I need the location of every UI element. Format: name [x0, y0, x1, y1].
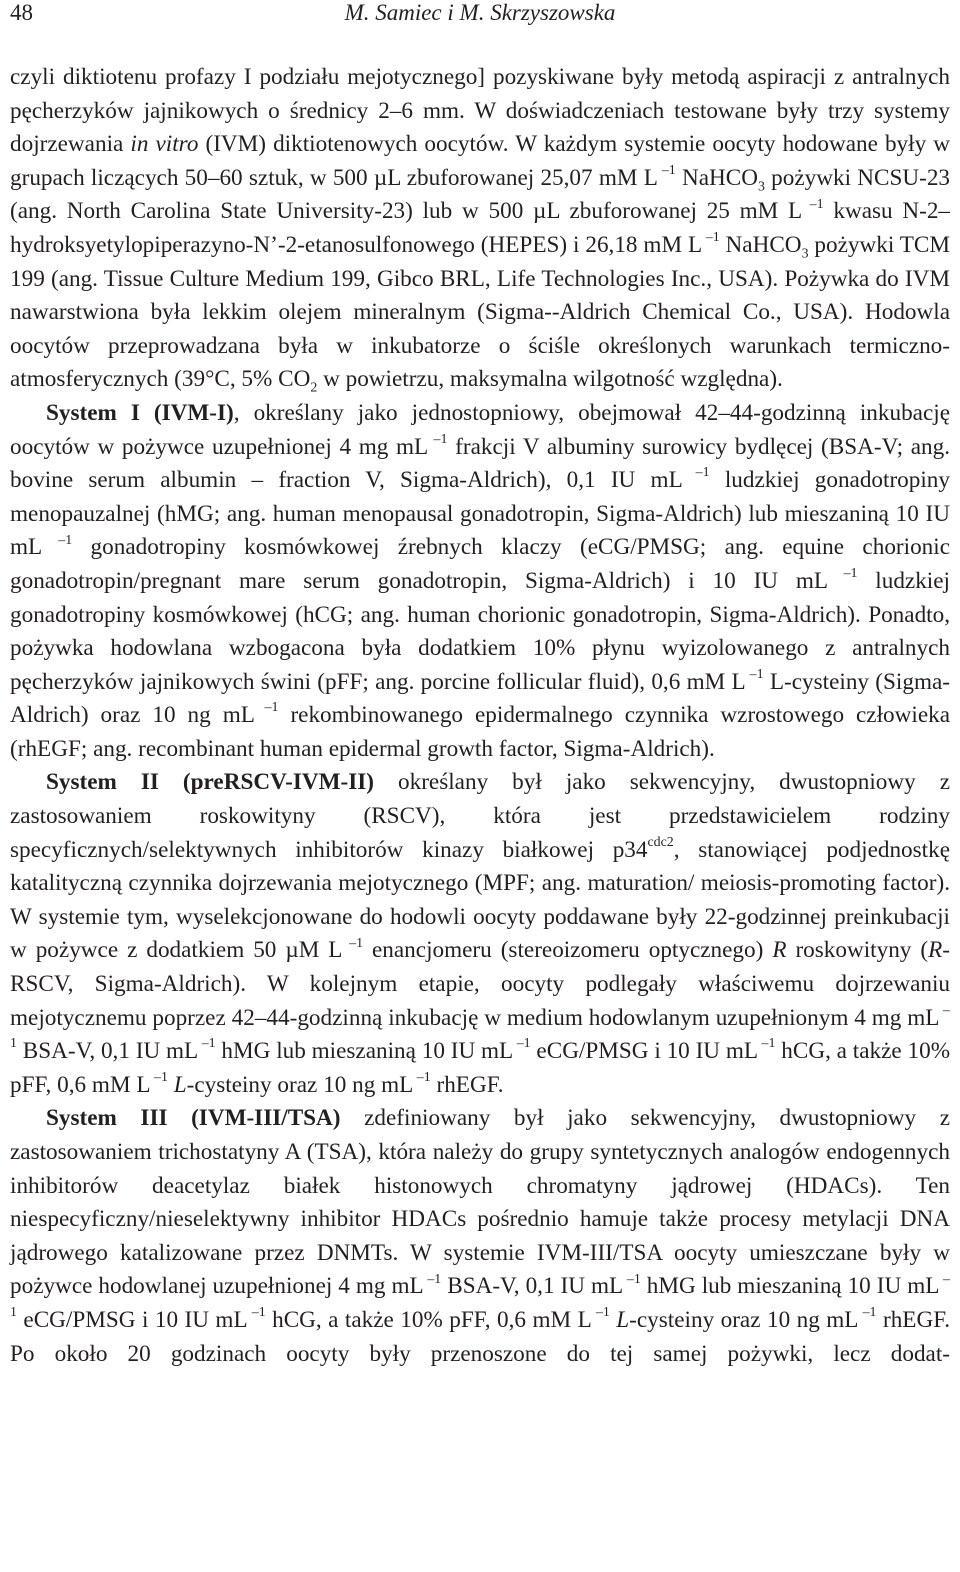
paragraph: System I (IVM-I), określany jako jednostopniowy, obejmował 42–44-godzinną inkubację oocytów w pożywce uzupełnionej 4 mg mL $^{-1}$ frakcji V albuminy surowicy bydlęcej (BSA-V; ang. bovine serum albumin – fraction V, Sigma-Aldrich), 0,1 IU mL $^{-1}$ ludzkiej gonadotropiny menopauzalnej (hMG; ang. human menopausal gonadotropin, Sigma-Aldrich) lub mieszaniną 10 IU mL $^{-1}$ gonadotropiny kosmówkowej źrebnych klaczy (eCG/PMSG; ang. equine chorionic gonadotropin/pregnant mare serum gonadotropin, Sigma-Aldrich) i 10 IU mL $^{-1}$ ludzkiej gonadotropiny kosmówkowej (hCG; ang. human chorionic gonadotropin, Sigma-Aldrich). Ponadto, pożywka hodowlana wzbogacona była dodatkiem 10% płynu wyizolowanego z antralnych pęcherzyków jajnikowych świni (pFF; ang. porcine follicular fluid), 0,6 mM L $^{-1}$ L-cysteiny (Sigma-Aldrich) oraz 10 ng mL $^{-1}$ rekombinowanego epidermalnego czynnika wzrostowego człowieka (rhEGF; ang. recombinant human epidermal growth factor, Sigma-Aldrich). — [10, 399, 950, 762]
running-head: M. Samiec i M. Skrzyszowska — [344, 0, 616, 25]
paragraph: System III (IVM-III/TSA) zdefiniowany był jako sekwencyjny, dwustopniowy z zastosowaniem trichostatyny A (TSA), która należy do grupy syntetycznych analogów endogennych inhibitorów deacetylaz białek histonowych chromatyny jądrowej (HDACs). Ten niespecyficzny/nieselektywny inhibitor HDACs pośrednio hamuje także procesy metylacji DNA jądrowego katalizowane przez DNMTs. W systemie IVM-III/TSA oocyty umieszczane były w pożywce hodowlanej uzupełnionej 4 mg mL $^{-1}$ BSA-V, 0,1 IU mL $^{-1}$ hMG lub mieszaniną 10 IU mL $^{-1}$ eCG/PMSG i 10 IU mL $^{-1}$ hCG, a także 10% pFF, 0,6 mM L $^{-1}$ L-cysteiny oraz 10 ng mL $^{-1}$ rhEGF. Po około 20 godzinach oocyty były przenoszone do tej samej pożywki, lecz dodat- — [10, 1105, 951, 1367]
page-number: 48 — [10, 0, 33, 25]
paragraph: System II (preRSCV-IVM-II) określany był jako sekwencyjny, dwustopniowy z zastosowaniem roskowityny (RSCV), która jest przedstawicielem rodziny specyficznych/selektywnych inhibitorów kinazy białkowej $p34^{cdc2}$, stanowiącej podjednostkę katalityczną czynnika dojrzewania mejotycznego (MPF; ang. maturation/ meiosis-promoting factor). W systemie tym, wyselekcjonowane do hodowli oocyty poddawane były 22-godzinnej preinkubacji w pożywce z dodatkiem 50 µM L $^{-1}$ enancjomeru (stereoizomeru optycznego) R roskowityny (R-RSCV, Sigma-Aldrich). W kolejnym etapie, oocyty podlegały właściwemu dojrzewaniu mejotycznemu poprzez 42–44-godzinną inkubację w medium hodowlanym uzupełnionym 4 mg mL $^{-1}$ BSA-V, 0,1 IU mL $^{-1}$ hMG lub mieszaniną 10 IU mL $^{-1}$ eCG/PMSG i 10 IU mL $^{-1}$ hCG, a także 10% pFF, 0,6 mM L $^{-1}$ L-cysteiny oraz 10 ng mL $^{-1}$ rhEGF. — [10, 769, 951, 1098]
body-text — [10, 61, 950, 1371]
paragraph: czyli diktiotenu profazy I podziału mejotycznego] pozyskiwane były metodą aspiracji z antralnych pęcherzyków jajnikowych o średnicy 2–6 mm. W doświadczeniach testowane były trzy systemy dojrzewania in vitro (IVM) diktiotenowych oocytów. W każdym systemie oocyty hodowane były w grupach liczących 50–60 sztuk, w 500 µL zbuforowanej 25,07 mM L $^{-1}$ NaHCO$_3$ pożywki NCSU-23 (ang. North Carolina State University-23) lub w 500 µL zbuforowanej 25 mM L $^{-1}$ kwasu N-2–hydroksyetylopiperazyno-N’-2-etanosulfonowego (HEPES) i 26,18 mM L $^{-1}$ NaHCO$_3$ pożywki TCM 199 (ang. Tissue Culture Medium 199, Gibco BRL, Life Technologies Inc., USA). Pożywka do IVM nawarstwiona była lekkim olejem mineralnym (Sigma--Aldrich Chemical Co., USA). Hodowla oocytów przeprowadzana była w inkubatorze o ściśle określonych warunkach termiczno-atmosferycznych (39°C, 5% $CO_2$ w powietrzu, maksymalna wilgotność względna). — [10, 64, 951, 396]
page-header — [10, 0, 950, 30]
